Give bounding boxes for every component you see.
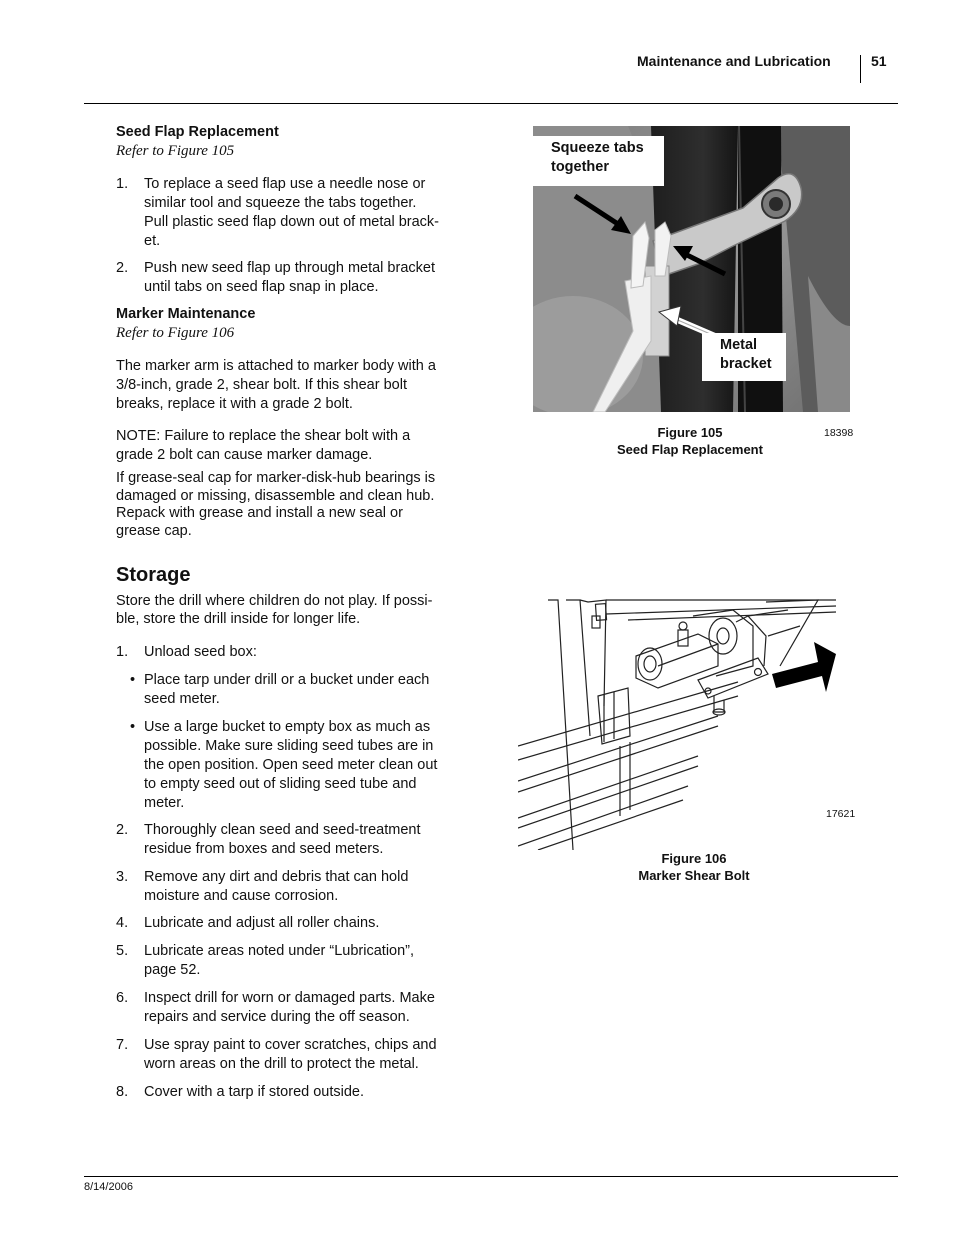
storage-heading: Storage [116, 564, 191, 586]
seed-flap-ref: Refer to Figure 105 [116, 143, 235, 159]
figure-id: 18398 [824, 427, 854, 439]
bullet: • [130, 672, 136, 688]
list-item: Use spray paint to cover scratches, chips and worn areas on the drill to protect the metal. [144, 1037, 437, 1072]
list-item: Push new seed flap up through metal bracket until tabs on seed flap snap in place. [144, 260, 435, 295]
bullet-item: Use a large bucket to empty box as much as possible. Make sure sliding seed tubes are in the open position. Open seed meter clean out to empty seed out of sliding seed tube and meter. [144, 719, 438, 811]
step-number: 2. [116, 260, 129, 276]
list-item: To replace a seed flap use a needle nose or similar tool and squeeze the tabs together. Pull plastic seed flap down out of metal brack- et. [144, 176, 439, 249]
list-item: Lubricate areas noted under “Lubrication”, page 52. [144, 943, 415, 978]
callout-metal-bracket: Metal bracket [702, 333, 786, 381]
marker-paragraph: If grease-seal cap for marker-disk-hub bearings is damaged or missing, disassemble and clean hub. Repack with grease and install a new seal or grease cap. [116, 470, 436, 539]
step-number: 6. [116, 990, 129, 1006]
bullet-item: Place tarp under drill or a bucket under each seed meter. [144, 672, 430, 707]
list-item: Cover with a tarp if stored outside. [144, 1084, 365, 1100]
list-item: Inspect drill for worn or damaged parts. Make repairs and service during the off season. [144, 990, 435, 1025]
marker-note: NOTE: Failure to replace the shear bolt with a grade 2 bolt can cause marker damage. [116, 428, 411, 463]
marker-shear-bolt-drawing [518, 596, 838, 850]
step-number: 7. [116, 1037, 129, 1053]
bullet: • [130, 719, 136, 735]
header-rule [84, 103, 898, 104]
page-number: 51 [871, 53, 887, 69]
footer-date: 8/14/2006 [84, 1181, 133, 1193]
list-item: Lubricate and adjust all roller chains. [144, 915, 380, 931]
step-number: 3. [116, 869, 129, 885]
step-number: 2. [116, 822, 129, 838]
marker-heading: Marker Maintenance [116, 306, 256, 322]
header-divider [860, 55, 861, 83]
storage-intro: Store the drill where children do not play. If possi- ble, store the drill inside for longer life. [116, 593, 433, 627]
header-title: Maintenance and Lubrication [637, 53, 831, 69]
callout-squeeze-tabs: Squeeze tabs together [533, 136, 664, 186]
list-item: Thoroughly clean seed and seed-treatment residue from boxes and seed meters. [144, 822, 421, 857]
seed-flap-heading: Seed Flap Replacement [116, 124, 279, 140]
footer-rule [84, 1176, 898, 1177]
list-item: Remove any dirt and debris that can hold moisture and cause corrosion. [144, 869, 409, 904]
list-item: Unload seed box: [144, 644, 257, 660]
marker-paragraph: The marker arm is attached to marker body with a 3/8-inch, grade 2, shear bolt. If this shear bolt breaks, replace it with a grade 2 bolt. [116, 358, 436, 412]
figure-id: 17621 [826, 808, 856, 820]
marker-ref: Refer to Figure 106 [116, 325, 235, 341]
step-number: 5. [116, 943, 129, 959]
figure-caption: Figure 106 Marker Shear Bolt [638, 851, 750, 883]
step-number: 1. [116, 644, 129, 660]
step-number: 8. [116, 1084, 129, 1100]
figure-caption: Figure 105 Seed Flap Replacement [617, 425, 763, 457]
step-number: 1. [116, 176, 129, 192]
step-number: 4. [116, 915, 129, 931]
